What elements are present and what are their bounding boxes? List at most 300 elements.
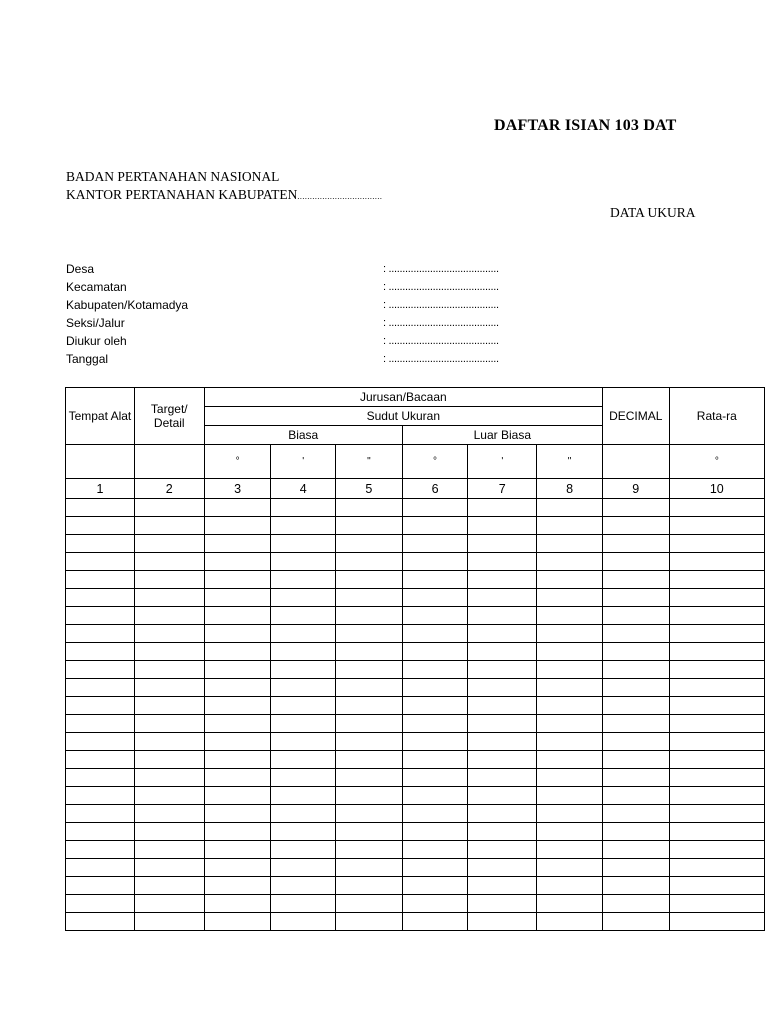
table-cell[interactable] [669, 895, 764, 913]
table-cell[interactable] [468, 877, 537, 895]
table-cell[interactable] [66, 571, 135, 589]
header-biasa: Biasa [204, 426, 402, 445]
table-cell[interactable] [336, 715, 403, 733]
table-cell[interactable] [134, 625, 204, 643]
table-cell[interactable] [336, 589, 403, 607]
table-cell[interactable] [669, 697, 764, 715]
table-cell[interactable] [537, 499, 603, 517]
table-row [66, 787, 765, 805]
table-cell[interactable] [468, 805, 537, 823]
table-cell[interactable] [271, 805, 336, 823]
table-row [66, 877, 765, 895]
table-cell[interactable] [134, 697, 204, 715]
table-cell[interactable] [134, 787, 204, 805]
table-cell[interactable] [66, 859, 135, 877]
table-cell[interactable] [468, 517, 537, 535]
table-cell[interactable] [271, 841, 336, 859]
table-cell[interactable] [134, 895, 204, 913]
table-cell[interactable] [204, 715, 271, 733]
table-cell[interactable] [602, 787, 669, 805]
table-cell[interactable] [402, 589, 468, 607]
table-cell[interactable] [204, 841, 271, 859]
table-cell[interactable] [537, 841, 603, 859]
table-cell[interactable] [669, 769, 764, 787]
table-cell[interactable] [204, 697, 271, 715]
table-cell[interactable] [669, 625, 764, 643]
column-number: 1 [66, 479, 135, 499]
table-cell[interactable] [134, 913, 204, 931]
table-cell[interactable] [537, 697, 603, 715]
table-cell[interactable] [602, 877, 669, 895]
table-cell[interactable] [336, 733, 403, 751]
table-cell[interactable] [402, 607, 468, 625]
table-cell[interactable] [402, 697, 468, 715]
table-cell[interactable] [336, 895, 403, 913]
table-row [66, 589, 765, 607]
table-cell[interactable] [336, 679, 403, 697]
field-value: : ........................................ [383, 317, 499, 329]
table-cell[interactable] [204, 625, 271, 643]
table-cell[interactable] [468, 607, 537, 625]
field-value: : ........................................ [383, 353, 499, 365]
table-row [66, 751, 765, 769]
table-cell[interactable] [402, 661, 468, 679]
symbol-cell-empty [134, 445, 204, 479]
table-row [66, 625, 765, 643]
table-cell[interactable] [402, 625, 468, 643]
table-cell[interactable] [402, 553, 468, 571]
table-cell[interactable] [537, 787, 603, 805]
table-cell[interactable] [204, 607, 271, 625]
table-cell[interactable] [602, 715, 669, 733]
table-cell[interactable] [468, 859, 537, 877]
table-row [66, 679, 765, 697]
office-dots: .................................. [297, 192, 383, 201]
table-cell[interactable] [204, 499, 271, 517]
table-cell[interactable] [336, 805, 403, 823]
table-cell[interactable] [602, 553, 669, 571]
table-cell[interactable] [66, 733, 135, 751]
field-label: Seksi/Jalur [66, 316, 125, 330]
table-row [66, 859, 765, 877]
table-cell[interactable] [402, 895, 468, 913]
table-cell[interactable] [134, 661, 204, 679]
table-cell[interactable] [336, 913, 403, 931]
table-cell[interactable] [204, 733, 271, 751]
table-cell[interactable] [537, 859, 603, 877]
table-cell[interactable] [271, 679, 336, 697]
table-cell[interactable] [669, 553, 764, 571]
table-cell[interactable] [602, 823, 669, 841]
table-cell[interactable] [602, 607, 669, 625]
table-row [66, 805, 765, 823]
measurement-table-wrap [65, 387, 737, 942]
table-row [66, 715, 765, 733]
header-sudut-ukuran: Sudut Ukuran [204, 407, 602, 426]
table-cell[interactable] [669, 643, 764, 661]
table-cell[interactable] [669, 571, 764, 589]
column-number: 5 [336, 479, 403, 499]
table-cell[interactable] [271, 787, 336, 805]
table-cell[interactable] [602, 661, 669, 679]
column-number: 4 [271, 479, 336, 499]
column-number: 2 [134, 479, 204, 499]
table-cell[interactable] [204, 535, 271, 553]
table-cell[interactable] [669, 823, 764, 841]
symbol-cell-empty [602, 445, 669, 479]
table-cell[interactable] [134, 877, 204, 895]
table-cell[interactable] [402, 733, 468, 751]
header-decimal: DECIMAL [602, 388, 669, 445]
measurement-table [65, 387, 765, 931]
header-luar-biasa: Luar Biasa [402, 426, 602, 445]
table-cell[interactable] [66, 589, 135, 607]
table-cell[interactable] [204, 913, 271, 931]
table-cell[interactable] [537, 607, 603, 625]
table-cell[interactable] [537, 823, 603, 841]
table-cell[interactable] [336, 877, 403, 895]
table-cell[interactable] [669, 751, 764, 769]
symbol-second: " [336, 445, 403, 479]
table-cell[interactable] [66, 697, 135, 715]
table-cell[interactable] [134, 643, 204, 661]
table-cell[interactable] [468, 571, 537, 589]
table-cell[interactable] [204, 589, 271, 607]
field-label: Tanggal [66, 352, 109, 366]
table-cell[interactable] [537, 895, 603, 913]
table-cell[interactable] [669, 859, 764, 877]
table-row [66, 895, 765, 913]
table-cell[interactable] [669, 607, 764, 625]
table-cell[interactable] [336, 643, 403, 661]
table-cell[interactable] [271, 895, 336, 913]
table-cell[interactable] [66, 715, 135, 733]
table-cell[interactable] [669, 535, 764, 553]
field-value: : ........................................ [383, 263, 499, 275]
table-row [66, 535, 765, 553]
table-cell[interactable] [402, 841, 468, 859]
table-cell[interactable] [669, 715, 764, 733]
table-cell[interactable] [66, 751, 135, 769]
table-cell[interactable] [204, 553, 271, 571]
table-cell[interactable] [537, 643, 603, 661]
table-cell[interactable] [468, 535, 537, 553]
table-row [66, 517, 765, 535]
table-cell[interactable] [66, 805, 135, 823]
table-row [66, 607, 765, 625]
table-cell[interactable] [402, 769, 468, 787]
table-cell[interactable] [134, 733, 204, 751]
table-cell[interactable] [134, 751, 204, 769]
table-cell[interactable] [66, 499, 135, 517]
table-cell[interactable] [336, 571, 403, 589]
column-number: 10 [669, 479, 764, 499]
table-cell[interactable] [602, 571, 669, 589]
symbol-minute: ' [468, 445, 537, 479]
table-cell[interactable] [669, 805, 764, 823]
table-cell[interactable] [336, 751, 403, 769]
table-row [66, 913, 765, 931]
table-cell[interactable] [271, 751, 336, 769]
table-cell[interactable] [602, 535, 669, 553]
table-cell[interactable] [468, 697, 537, 715]
table-cell[interactable] [336, 607, 403, 625]
table-cell[interactable] [537, 769, 603, 787]
table-cell[interactable] [134, 859, 204, 877]
table-cell[interactable] [336, 841, 403, 859]
table-cell[interactable] [602, 643, 669, 661]
table-cell[interactable] [468, 715, 537, 733]
table-cell[interactable] [271, 589, 336, 607]
table-cell[interactable] [468, 679, 537, 697]
table-cell[interactable] [66, 625, 135, 643]
table-cell[interactable] [402, 499, 468, 517]
table-cell[interactable] [66, 913, 135, 931]
symbol-degree: ° [402, 445, 468, 479]
table-cell[interactable] [537, 571, 603, 589]
table-cell[interactable] [669, 517, 764, 535]
table-cell[interactable] [134, 841, 204, 859]
table-cell[interactable] [204, 877, 271, 895]
table-cell[interactable] [669, 661, 764, 679]
office-name: KANTOR PERTANAHAN KABUPATEN [66, 187, 298, 202]
table-cell[interactable] [537, 877, 603, 895]
table-cell[interactable] [402, 571, 468, 589]
table-cell[interactable] [602, 679, 669, 697]
table-cell[interactable] [402, 643, 468, 661]
table-cell[interactable] [402, 913, 468, 931]
table-cell[interactable] [66, 517, 135, 535]
table-cell[interactable] [669, 499, 764, 517]
table-cell[interactable] [336, 517, 403, 535]
table-row [66, 769, 765, 787]
table-cell[interactable] [66, 895, 135, 913]
table-cell[interactable] [336, 625, 403, 643]
table-cell[interactable] [134, 589, 204, 607]
table-cell[interactable] [66, 643, 135, 661]
table-cell[interactable] [271, 553, 336, 571]
table-cell[interactable] [537, 715, 603, 733]
table-row [66, 823, 765, 841]
table-cell[interactable] [271, 607, 336, 625]
table-cell[interactable] [271, 769, 336, 787]
table-cell[interactable] [602, 733, 669, 751]
table-cell[interactable] [537, 589, 603, 607]
table-cell[interactable] [204, 661, 271, 679]
table-cell[interactable] [669, 733, 764, 751]
table-cell[interactable] [468, 751, 537, 769]
table-cell[interactable] [204, 571, 271, 589]
table-cell[interactable] [402, 859, 468, 877]
header-target-detail: Target/ Detail [134, 388, 204, 445]
table-cell[interactable] [134, 607, 204, 625]
table-cell[interactable] [336, 553, 403, 571]
table-cell[interactable] [336, 535, 403, 553]
table-cell[interactable] [66, 553, 135, 571]
table-cell[interactable] [271, 625, 336, 643]
table-cell[interactable] [336, 697, 403, 715]
table-cell[interactable] [271, 517, 336, 535]
table-cell[interactable] [204, 769, 271, 787]
table-cell[interactable] [271, 913, 336, 931]
table-cell[interactable] [402, 751, 468, 769]
table-cell[interactable] [271, 859, 336, 877]
table-row [66, 643, 765, 661]
table-cell[interactable] [271, 535, 336, 553]
table-cell[interactable] [134, 517, 204, 535]
document-subtitle: DATA UKURA [610, 205, 696, 220]
table-cell[interactable] [336, 823, 403, 841]
table-cell[interactable] [336, 661, 403, 679]
table-cell[interactable] [468, 643, 537, 661]
table-cell[interactable] [468, 769, 537, 787]
table-cell[interactable] [271, 571, 336, 589]
table-cell[interactable] [602, 769, 669, 787]
table-cell[interactable] [402, 535, 468, 553]
table-cell[interactable] [537, 913, 603, 931]
table-cell[interactable] [537, 679, 603, 697]
field-label: Kecamatan [66, 280, 127, 294]
table-cell[interactable] [602, 625, 669, 643]
table-cell[interactable] [669, 787, 764, 805]
header-rata-rata: Rata-ra [669, 388, 764, 445]
table-cell[interactable] [669, 589, 764, 607]
table-cell[interactable] [134, 715, 204, 733]
table-cell[interactable] [204, 517, 271, 535]
table-cell[interactable] [669, 841, 764, 859]
table-cell[interactable] [402, 679, 468, 697]
table-cell[interactable] [204, 805, 271, 823]
column-number: 3 [204, 479, 271, 499]
table-cell[interactable] [134, 679, 204, 697]
table-cell[interactable] [402, 823, 468, 841]
table-cell[interactable] [271, 643, 336, 661]
table-cell[interactable] [537, 535, 603, 553]
table-cell[interactable] [468, 787, 537, 805]
table-cell[interactable] [66, 877, 135, 895]
table-cell[interactable] [204, 787, 271, 805]
table-cell[interactable] [134, 571, 204, 589]
table-cell[interactable] [66, 607, 135, 625]
table-cell[interactable] [537, 553, 603, 571]
column-number: 7 [468, 479, 537, 499]
table-cell[interactable] [204, 823, 271, 841]
table-cell[interactable] [204, 895, 271, 913]
table-cell[interactable] [537, 751, 603, 769]
table-cell[interactable] [468, 841, 537, 859]
table-cell[interactable] [602, 895, 669, 913]
table-cell[interactable] [204, 643, 271, 661]
table-row [66, 697, 765, 715]
table-cell[interactable] [271, 661, 336, 679]
table-cell[interactable] [468, 625, 537, 643]
table-cell[interactable] [669, 913, 764, 931]
table-cell[interactable] [537, 517, 603, 535]
table-row [66, 841, 765, 859]
table-cell[interactable] [537, 661, 603, 679]
table-cell[interactable] [468, 661, 537, 679]
table-cell[interactable] [602, 859, 669, 877]
table-cell[interactable] [336, 787, 403, 805]
table-cell[interactable] [271, 733, 336, 751]
field-value: : ........................................ [383, 281, 499, 293]
table-cell[interactable] [204, 859, 271, 877]
table-cell[interactable] [468, 589, 537, 607]
table-cell[interactable] [468, 499, 537, 517]
table-cell[interactable] [271, 715, 336, 733]
table-cell[interactable] [669, 877, 764, 895]
table-cell[interactable] [537, 625, 603, 643]
table-cell[interactable] [134, 805, 204, 823]
table-cell[interactable] [336, 769, 403, 787]
table-cell[interactable] [204, 751, 271, 769]
field-label: Kabupaten/Kotamadya [66, 298, 189, 312]
table-cell[interactable] [602, 841, 669, 859]
table-cell[interactable] [66, 769, 135, 787]
office-line [66, 187, 382, 203]
table-cell[interactable] [602, 499, 669, 517]
field-label: Desa [66, 262, 95, 276]
table-cell[interactable] [402, 715, 468, 733]
table-cell[interactable] [66, 661, 135, 679]
table-cell[interactable] [602, 805, 669, 823]
table-cell[interactable] [134, 823, 204, 841]
document-title: DAFTAR ISIAN 103 DAT [494, 117, 677, 134]
table-cell[interactable] [271, 499, 336, 517]
table-cell[interactable] [66, 787, 135, 805]
table-cell[interactable] [66, 823, 135, 841]
table-cell[interactable] [66, 841, 135, 859]
table-cell[interactable] [669, 679, 764, 697]
table-cell[interactable] [537, 733, 603, 751]
table-cell[interactable] [537, 805, 603, 823]
table-cell[interactable] [66, 679, 135, 697]
table-cell[interactable] [66, 535, 135, 553]
table-cell[interactable] [336, 859, 403, 877]
table-cell[interactable] [271, 823, 336, 841]
table-cell[interactable] [602, 913, 669, 931]
table-cell[interactable] [602, 517, 669, 535]
table-cell[interactable] [602, 589, 669, 607]
table-cell[interactable] [134, 769, 204, 787]
table-cell[interactable] [602, 751, 669, 769]
table-cell[interactable] [336, 499, 403, 517]
table-cell[interactable] [468, 895, 537, 913]
column-number: 8 [537, 479, 603, 499]
table-cell[interactable] [134, 499, 204, 517]
field-label: Diukur oleh [66, 334, 127, 348]
column-number: 9 [602, 479, 669, 499]
table-cell[interactable] [602, 697, 669, 715]
column-number: 6 [402, 479, 468, 499]
table-cell[interactable] [204, 679, 271, 697]
table-cell[interactable] [134, 535, 204, 553]
symbol-degree: ° [669, 445, 764, 479]
table-row [66, 571, 765, 589]
table-cell[interactable] [402, 517, 468, 535]
table-cell[interactable] [271, 877, 336, 895]
table-cell[interactable] [134, 553, 204, 571]
table-cell[interactable] [402, 787, 468, 805]
table-cell[interactable] [468, 823, 537, 841]
table-cell[interactable] [402, 805, 468, 823]
table-cell[interactable] [271, 697, 336, 715]
table-row [66, 733, 765, 751]
table-cell[interactable] [468, 553, 537, 571]
table-cell[interactable] [468, 733, 537, 751]
table-cell[interactable] [468, 913, 537, 931]
table-cell[interactable] [402, 877, 468, 895]
